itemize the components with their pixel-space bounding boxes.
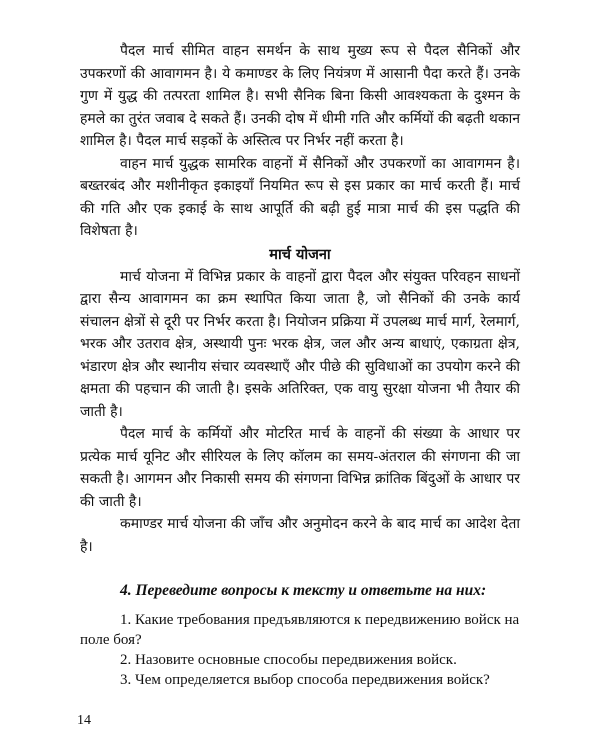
question-item: 2. Назовите основные способы передвижения войск. — [120, 652, 457, 668]
page-number: 14 — [77, 713, 91, 728]
paragraph-time-interval: पैदल मार्च के कर्मियों और मोटरित मार्च के वाहनों की संख्या के आधार पर प्रत्येक मार्च यूनिट और सीरियल के लिए कॉलम का समय-अंतराल की संगणना की जा सकती है। आगमन और निकासी समय की संगणना विभिन्न क्रांतिक बिंदुओं के आधार पर की जाती है। — [80, 426, 520, 510]
question-list — [80, 610, 520, 690]
section-title: मार्च योजना — [269, 245, 331, 263]
paragraph-foot-march: पैदल मार्च सीमित वाहन समर्थन के साथ मुख्य रूप से पैदल सैनिकों और उपकरणों की आवागमन है। ये कमाण्डर के लिए नियंत्रण में आसानी पैदा करते हैं। उनके गुण में युद्ध की तत्परता शामिल है। सभी सैनिक बिना किसी आवश्यकता के दुश्मन के हमले का तुरंत जवाब दे सकते हैं। उनकी दोष में धीमी गति और कर्मियों की बढ़ती थकान शामिल है। पैदल मार्च सड़कों के अस्तित्व पर निर्भर नहीं करता है। — [80, 43, 520, 149]
paragraph-commander-order: कमाण्डर मार्च योजना की जाँच और अनुमोदन करने के बाद मार्च का आदेश देता है। — [80, 516, 520, 555]
paragraph-vehicle-march: वाहन मार्च युद्धक सामरिक वाहनों में सैनिकों और उपकरणों का आवागमन है। बख्तरबंद और मशीनीकृत इकाइयाँ नियमित रूप से इस प्रकार का मार्च करती हैं। मार्च की गति और एक इकाई के साथ आपूर्ति की बढ़ी हुई मात्रा मार्च की इस पद्धति की विशेषता है। — [80, 155, 520, 239]
task-heading: 4. Переведите вопросы к тексту и ответьте на них: — [120, 582, 487, 599]
question-item: 1. Какие требования предъявляются к передвижению войск на поле боя? — [80, 612, 520, 648]
paragraph-march-planning: मार्च योजना में विभिन्न प्रकार के वाहनों द्वारा पैदल और संयुक्त परिवहन साधनों द्वारा सैन्य आवागमन का क्रम स्थापित किया जाता है, जो सैनिकों की उनके कार्य संचालन क्षेत्रों से दूरी पर निर्भर करता है। नियोजन प्रक्रिया में उपलब्ध मार्च मार्ग, रेलमार्ग, भरक और उतराव क्षेत्र, अस्थायी पुनः भरक क्षेत्र, जल और अन्य बाधाएं, एकाग्रता क्षेत्र, भंडारण क्षेत्र और स्थानीय संचार व्यवस्थाएँ और पीछे की सुविधाओं का उपयोग करने की क्षमता की पहचान की जाती है। इसके अतिरिक्त, एक वायु सुरक्षा योजना भी तैयार की जाती है। — [80, 268, 520, 420]
document-page — [80, 40, 520, 690]
question-item: 3. Чем определяется выбор способа передвижения войск? — [120, 672, 490, 688]
